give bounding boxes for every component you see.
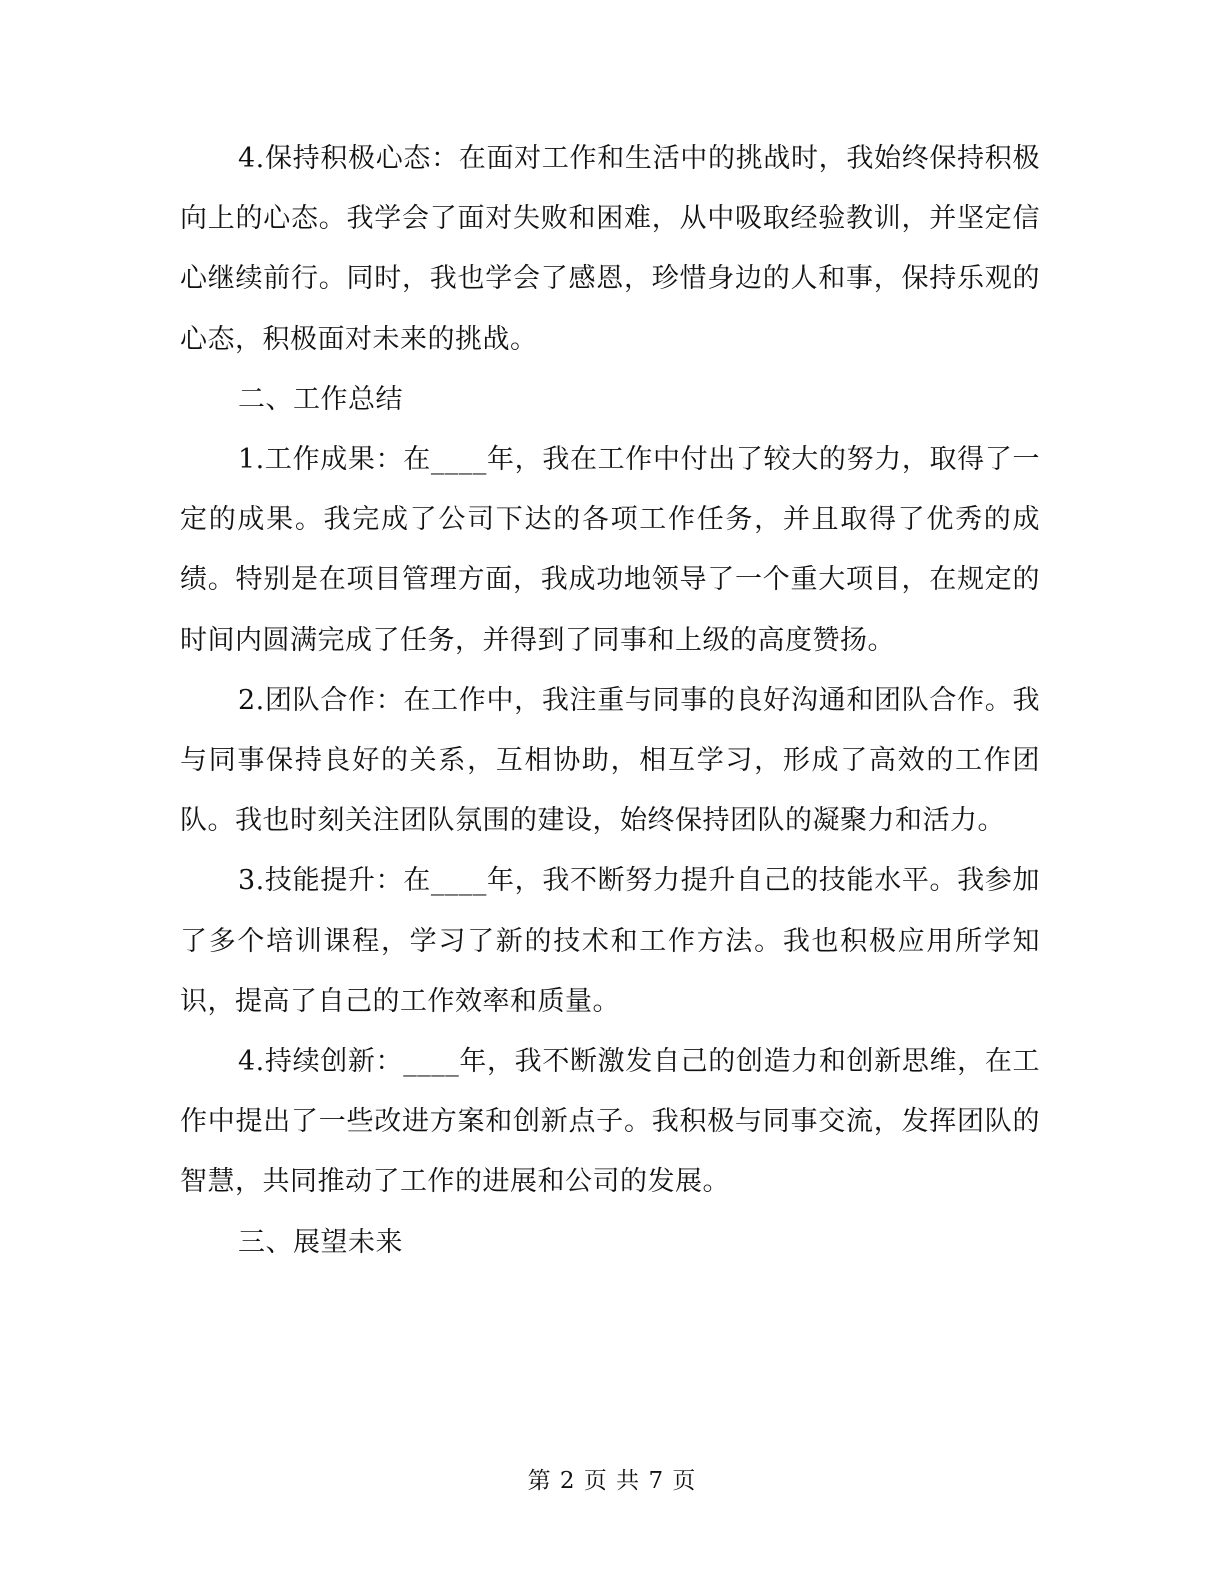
paragraph-positive-attitude: 4.保持积极心态：在面对工作和生活中的挑战时，我始终保持积极向上的心态。我学会了面对失败和困难，从中吸取经验教训，并坚定信心继续前行。同时，我也学会了感恩，珍惜身边的人和事，保持乐观的心态，积极面对未来的挑战。 bbox=[180, 143, 1040, 355]
section-heading-outlook: 三、展望未来 bbox=[238, 1226, 403, 1258]
document-body bbox=[180, 129, 1040, 1273]
section-heading-work-summary: 二、工作总结 bbox=[238, 383, 403, 415]
paragraph-work-results: 1.工作成果：在____年，我在工作中付出了较大的努力，取得了一定的成果。我完成了公司下达的各项工作任务，并且取得了优秀的成绩。特别是在项目管理方面，我成功地领导了一个重大项目，在规定的时间内圆满完成了任务，并得到了同事和上级的高度赞扬。 bbox=[180, 444, 1040, 656]
page-number-footer: 第 2 页 共 7 页 bbox=[527, 1468, 697, 1494]
paragraph-teamwork: 2.团队合作：在工作中，我注重与同事的良好沟通和团队合作。我与同事保持良好的关系，互相协助，相互学习，形成了高效的工作团队。我也时刻关注团队氛围的建设，始终保持团队的凝聚力和活力。 bbox=[180, 684, 1040, 837]
paragraph-skill-improvement: 3.技能提升：在____年，我不断努力提升自己的技能水平。我参加了多个培训课程，学习了新的技术和工作方法。我也积极应用所学知识，提高了自己的工作效率和质量。 bbox=[180, 865, 1040, 1017]
paragraph-innovation: 4.持续创新：____年，我不断激发自己的创造力和创新思维，在工作中提出了一些改进方案和创新点子。我积极与同事交流，发挥团队的智慧，共同推动了工作的进展和公司的发展。 bbox=[180, 1046, 1040, 1198]
